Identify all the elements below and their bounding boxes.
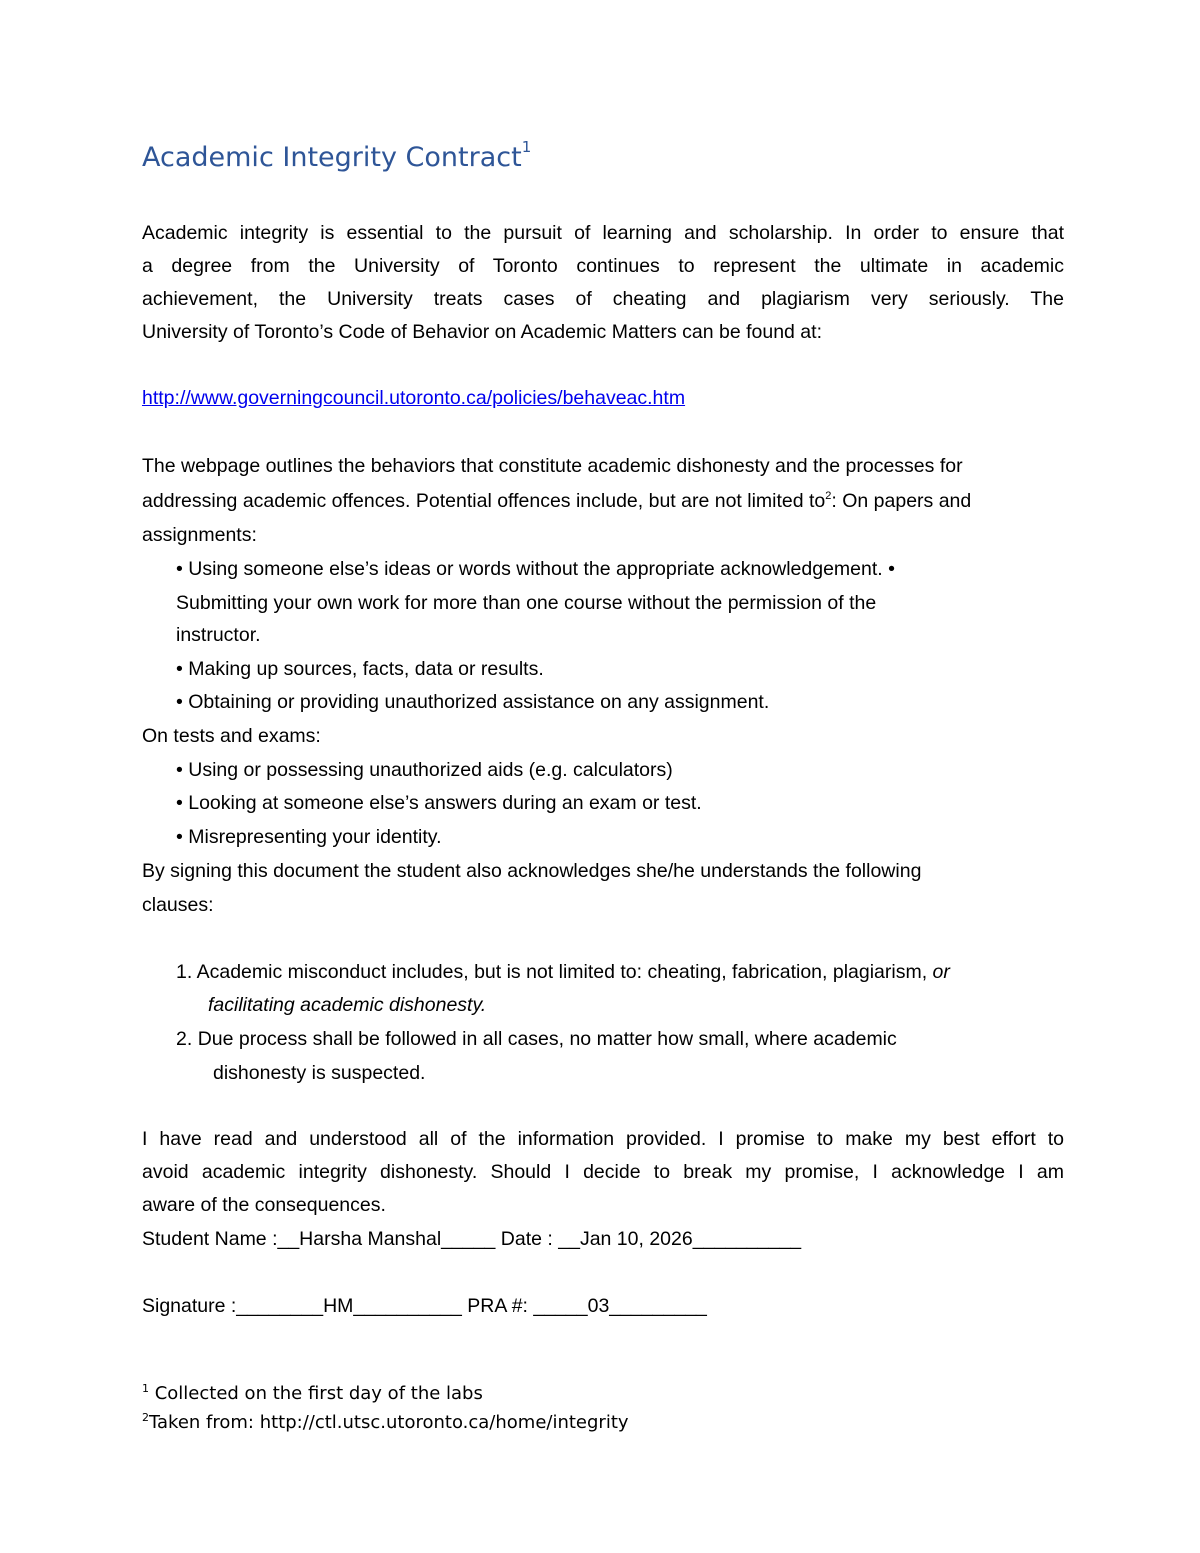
clause-1 <box>176 956 950 989</box>
signing-line: clauses: <box>142 894 214 916</box>
tests-bullet: • Looking at someone else’s answers during an exam or test. <box>176 792 702 814</box>
papers-bullet: • Making up sources, facts, data or results. <box>176 658 544 680</box>
clause-1-italic-or: or <box>932 961 950 983</box>
papers-bullet: Submitting your own work for more than one course without the permission of the <box>176 592 877 614</box>
outline-line: assignments: <box>142 524 257 546</box>
clause-1-continuation: facilitating academic dishonesty. <box>208 994 487 1016</box>
promise-line: I have read and understood all of the information provided. I promise to make my best effort to <box>142 1128 1064 1150</box>
outline-line <box>142 485 971 521</box>
intro-line: a degree from the University of Toronto continues to represent the ultimate in academic <box>142 255 1064 277</box>
promise-line: aware of the consequences. <box>142 1194 386 1216</box>
footnote-1-text: Collected on the first day of the labs <box>149 1383 483 1404</box>
footnote-2 <box>142 1409 629 1439</box>
intro-line: Academic integrity is essential to the pursuit of learning and scholarship. In order to ensure that <box>142 222 1064 244</box>
tests-bullet: • Using or possessing unauthorized aids (e.g. calculators) <box>176 759 673 781</box>
intro-line: achievement, the University treats cases of cheating and plagiarism very seriously. The <box>142 288 1064 310</box>
clause-2 <box>176 1023 897 1056</box>
code-of-behavior-link[interactable]: http://www.governingcouncil.utoronto.ca/policies/behaveac.htm <box>142 387 686 409</box>
page-title-text: Academic Integrity Contract <box>142 142 522 173</box>
footnote-1-mark: 1 <box>142 1382 149 1395</box>
clause-1-text: Academic misconduct includes, but is not limited to: cheating, fabrication, plagiarism, <box>196 961 933 983</box>
footnote-2-text: Taken from: http://ctl.utsc.utoronto.ca/home/integrity <box>149 1412 629 1433</box>
signing-line: By signing this document the student also acknowledges she/he understands the following <box>142 860 922 882</box>
intro-line: University of Toronto’s Code of Behavior on Academic Matters can be found at: <box>142 321 822 343</box>
clause-1-number: 1. <box>176 961 193 983</box>
footnote-2-mark: 2 <box>825 490 832 502</box>
promise-line: avoid academic integrity dishonesty. Should I decide to break my promise, I acknowledge I am <box>142 1161 1064 1183</box>
footnote-1 <box>142 1380 483 1410</box>
intro-paragraph <box>142 217 1064 349</box>
papers-bullet: instructor. <box>176 624 261 646</box>
tests-bullet: • Misrepresenting your identity. <box>176 826 442 848</box>
promise-paragraph <box>142 1123 1064 1222</box>
outline-text: : On papers and <box>831 490 972 512</box>
clause-2-number: 2. <box>176 1028 193 1050</box>
papers-bullet: • Obtaining or providing unauthorized assistance on any assignment. <box>176 691 770 713</box>
title-footnote-mark: 1 <box>521 138 532 156</box>
clause-2-text: Due process shall be followed in all cases, no matter how small, where academic <box>197 1028 897 1050</box>
tests-heading: On tests and exams: <box>142 725 321 747</box>
outline-line: The webpage outlines the behaviors that constitute academic dishonesty and the processes for <box>142 455 963 477</box>
papers-bullet: • Using someone else’s ideas or words without the appropriate acknowledgement. • <box>176 558 895 580</box>
student-name-date-field: Student Name :__Harsha Manshal_____ Date : __Jan 10, 2026__________ <box>142 1228 802 1250</box>
footnote-2-mark-footer: 2 <box>142 1411 149 1424</box>
signature-pra-field: Signature :________HM__________ PRA #: _____03_________ <box>142 1295 707 1317</box>
page-title <box>142 138 532 173</box>
outline-text: addressing academic offences. Potential offences include, but are not limited to <box>142 490 826 512</box>
clause-2-continuation: dishonesty is suspected. <box>213 1062 426 1084</box>
